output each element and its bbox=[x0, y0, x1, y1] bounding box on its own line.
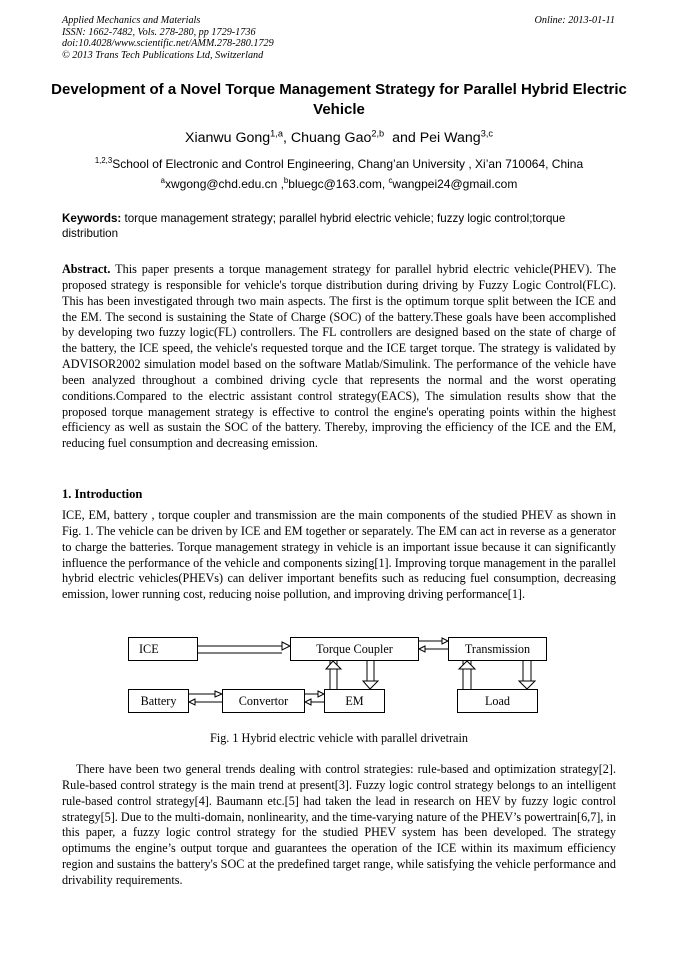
affiliation-superscript: 1,2,3 bbox=[94, 156, 113, 165]
author-superscript: 3,c bbox=[480, 128, 493, 139]
author-superscript: 2,b bbox=[371, 128, 385, 139]
torque-coupler-box: Torque Coupler bbox=[290, 637, 419, 661]
battery-box: Battery bbox=[128, 689, 189, 713]
email-address[interactable]: bluegc@163.com, bbox=[288, 177, 389, 191]
author-superscript: 1,a bbox=[270, 128, 283, 139]
arrow-head bbox=[189, 699, 195, 705]
paper-title: Development of a Novel Torque Management Strategy for Parallel Hybrid Electric Vehicle bbox=[51, 81, 627, 118]
author-name: Chuang Gao bbox=[290, 130, 372, 146]
affiliation-text: School of Electronic and Control Engineering, Chang’an University , Xi’an 710064, China bbox=[112, 157, 584, 171]
arrow-head bbox=[419, 646, 425, 652]
email-superscript: c bbox=[388, 176, 393, 185]
email-address[interactable]: wangpei24@gmail.com bbox=[392, 177, 518, 191]
arrow-head bbox=[363, 681, 378, 689]
arrow-head bbox=[305, 699, 311, 705]
load-box: Load bbox=[457, 689, 538, 713]
transmission-box: Transmission bbox=[448, 637, 547, 661]
section-heading: 1. Introduction bbox=[62, 487, 143, 501]
em-box: EM bbox=[324, 689, 385, 713]
arrow-head bbox=[282, 642, 290, 650]
online-date: Online: 2013-01-11 bbox=[534, 15, 615, 26]
intro-paragraph: ICE, EM, battery , torque coupler and transmission are the main components of the studied PHEV as shown in Fig. 1. The vehicle can be driven by ICE and EM together or separately. The EM can act in reverse as a generator to charge the batteries. Torque management strategy in vehicle is an important issue because it can significantly influence the performance of the vehicle and components sizing[1]. Improving torque management in the parallel hybrid electric vehicles(PHEVs) can deliver important benefits such as reducing fuel consumption, decreasing emission, lower running cost, reducing noise pollution, and improving driving performance[1]. bbox=[62, 508, 616, 602]
arrow-head bbox=[215, 691, 222, 697]
arrow-head bbox=[459, 661, 475, 669]
convertor-box: Convertor bbox=[222, 689, 305, 713]
intro-paragraph: There have been two general trends dealing with control strategies: rule-based and optimization strategy[2]. Rule-based control strategy is the main trend at present[3]. Fuzzy logic control strategy belongs to an intelligent rule-based control strategy[4]. Baumann etc.[5] had taken the lead in research on HEV by fuzzy logic control strategy[5]. Due to the multi-domain, nonlinearity, and the time-varying nature of the PHEV’s powertrain[6,7], in this paper, a fuzzy logic control strategy for the studied PHEV system has been developed. The strategy optimums the engine’s output torque and guarantees the operation of the ICE within its maximum efficiency region and sustains the battery's SOC at the predefined target range, while satisfying the vehicle performance and drivability requirements. bbox=[62, 762, 616, 887]
author-list: Xianwu Gong$^{1,a}$, Chuang Gao$^{2,b}$ and Pei Wang$^{3,c}$ bbox=[184, 128, 493, 146]
keywords-label: Keywords: bbox=[62, 212, 122, 225]
ice-box: ICE bbox=[128, 637, 198, 661]
copyright-line: © 2013 Trans Tech Publications Ltd, Switzerland bbox=[62, 49, 264, 61]
journal-name: Applied Mechanics and Materials bbox=[62, 15, 201, 26]
author-name: Pei Wang bbox=[419, 130, 481, 146]
email-address[interactable]: xwgong@chd.edu.cn , bbox=[165, 177, 284, 191]
arrow-head bbox=[519, 681, 535, 689]
author-name: Xianwu Gong bbox=[184, 130, 271, 146]
figure-caption: Fig. 1 Hybrid electric vehicle with parallel drivetrain bbox=[210, 731, 468, 745]
author-conjunction: and bbox=[392, 130, 416, 146]
email-superscript: b bbox=[283, 176, 289, 185]
keywords-text: torque management strategy; parallel hybrid electric vehicle; fuzzy logic control;torque distribution bbox=[62, 212, 566, 240]
abstract-label: Abstract. bbox=[62, 262, 111, 276]
email-superscript: a bbox=[160, 176, 165, 185]
issn-line: ISSN: 1662-7482, Vols. 278-280, pp 1729-1736 bbox=[62, 26, 256, 38]
doi-line: doi:10.4028/www.scientific.net/AMM.278-280.1729 bbox=[62, 38, 274, 50]
arrow-head bbox=[326, 661, 341, 669]
abstract-text: This paper presents a torque management strategy for parallel hybrid electric vehicle(PHEV). The proposed strategy is responsible for vehicle's torque distribution during driving by Fuzzy Logic Control(FLC). This has been investigated through two main aspects. The first is the optimum torque split between the ICE and the EM. The second is sustaining the State of Charge (SOC) of the battery.These goals have been accomplished by developing two fuzzy logic(FL) controllers. The FL controllers are designed based on the state of charge of the battery, the ICE speed, the vehicle's requested torque and the ICE target torque. The strategy is validated by ADVISOR2002 simulation model based on the software Matlab/Simulink. The performance of the vehicle have been analyzed throughout a combined driving cycle that represents the normal and the worst operating conditions.Compared to the electric assistant control strategy(EACS), The simulation results show that the proposed torque management strategy is effective to control the engine's operating points within the highest efficiency as well as sustain the SOC of the battery. Thereby, improving the efficiency of the ICE and the EM, reducing fuel consumption and decreasing emission. bbox=[62, 262, 617, 451]
